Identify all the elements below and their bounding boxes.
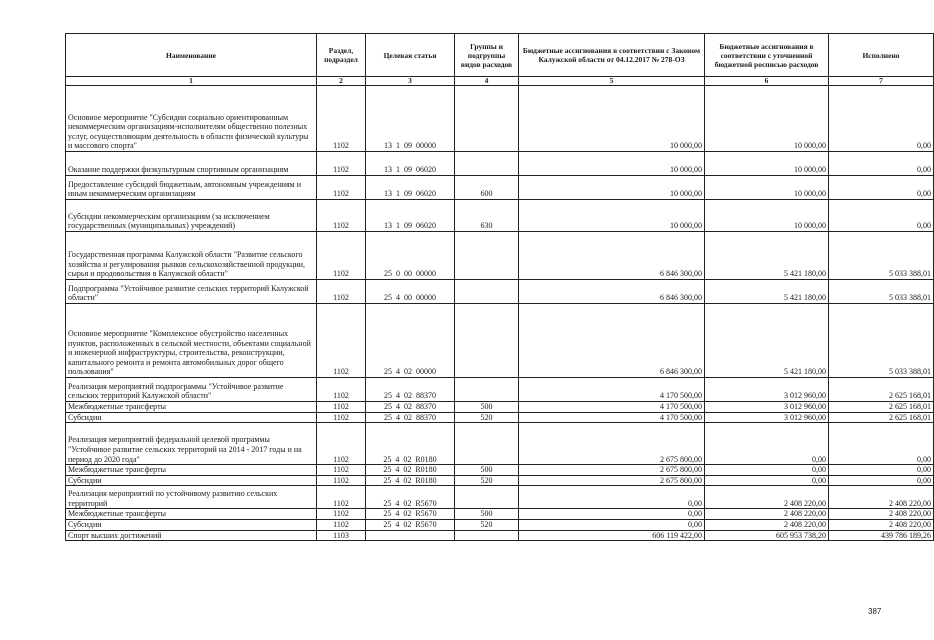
row-revised-amount: 0,00 — [705, 465, 829, 476]
row-law-amount: 2 675 800,00 — [519, 465, 705, 476]
row-revised-amount: 5 421 180,00 — [705, 304, 829, 378]
row-law-amount: 0,00 — [519, 486, 705, 509]
table-row — [66, 519, 934, 530]
table-row — [66, 475, 934, 486]
row-group: 520 — [455, 475, 519, 486]
row-section: 1102 — [317, 176, 366, 200]
row-name: Субсидии — [66, 475, 317, 486]
table-row — [66, 486, 934, 509]
table-row — [66, 176, 934, 200]
row-name: Реализация мероприятий по устойчивому развитию сельских территорий — [66, 486, 317, 509]
row-section: 1102 — [317, 86, 366, 152]
row-executed-amount: 0,00 — [829, 152, 934, 176]
row-revised-amount: 2 408 220,00 — [705, 519, 829, 530]
row-section: 1102 — [317, 465, 366, 476]
table-row — [66, 465, 934, 476]
row-law-amount: 0,00 — [519, 509, 705, 520]
row-executed-amount: 0,00 — [829, 465, 934, 476]
column-number-row — [66, 77, 934, 86]
row-target: 13 1 09 00000 — [366, 86, 455, 152]
column-number: 2 — [317, 77, 366, 86]
column-number: 4 — [455, 77, 519, 86]
row-group — [455, 304, 519, 378]
row-executed-amount: 2 408 220,00 — [829, 519, 934, 530]
row-name: Межбюджетные трансферты — [66, 402, 317, 413]
row-section: 1102 — [317, 423, 366, 465]
row-law-amount: 6 846 300,00 — [519, 232, 705, 280]
row-target: 25 4 02 R5670 — [366, 509, 455, 520]
table-row — [66, 280, 934, 304]
row-group — [455, 280, 519, 304]
row-target: 25 4 02 88370 — [366, 412, 455, 423]
header-law: Бюджетные ассигнования в соответствии с Законом Калужской области от 04.12.2017 № 278-ОЗ — [519, 34, 705, 77]
row-executed-amount: 2 625 168,01 — [829, 378, 934, 402]
row-name: Межбюджетные трансферты — [66, 509, 317, 520]
row-group: 600 — [455, 176, 519, 200]
row-section: 1102 — [317, 519, 366, 530]
row-group — [455, 423, 519, 465]
row-executed-amount: 0,00 — [829, 200, 934, 232]
row-group: 520 — [455, 519, 519, 530]
row-group: 630 — [455, 200, 519, 232]
row-group — [455, 530, 519, 541]
row-group: 500 — [455, 402, 519, 413]
row-law-amount: 2 675 800,00 — [519, 475, 705, 486]
row-name: Реализация мероприятий федеральной целевой программы "Устойчивое развитие сельских территорий на 2014 - 2017 годы и на период до 2020 года" — [66, 423, 317, 465]
row-law-amount: 4 170 500,00 — [519, 402, 705, 413]
row-section: 1102 — [317, 280, 366, 304]
row-section: 1102 — [317, 412, 366, 423]
row-executed-amount: 2 625 168,01 — [829, 402, 934, 413]
header-name: Наименование — [66, 34, 317, 77]
row-name: Межбюджетные трансферты — [66, 465, 317, 476]
row-revised-amount: 5 421 180,00 — [705, 232, 829, 280]
row-target: 25 0 00 00000 — [366, 232, 455, 280]
row-law-amount: 606 119 422,00 — [519, 530, 705, 541]
row-name: Подпрограмма "Устойчивое развитие сельских территорий Калужской области" — [66, 280, 317, 304]
column-number: 3 — [366, 77, 455, 86]
row-name: Основное мероприятие "Комплексное обустройство населенных пунктов, расположенных в сельской местности, объектами социальной и инженерной инфраструктуры, строительства, реконструкции, капитального ремонта и ремонта автомобильных дорог общего пользования" — [66, 304, 317, 378]
row-executed-amount: 439 786 189,26 — [829, 530, 934, 541]
row-executed-amount: 0,00 — [829, 423, 934, 465]
row-revised-amount: 10 000,00 — [705, 176, 829, 200]
row-revised-amount: 10 000,00 — [705, 86, 829, 152]
row-group: 500 — [455, 509, 519, 520]
row-law-amount: 4 170 500,00 — [519, 412, 705, 423]
row-executed-amount: 5 033 388,01 — [829, 232, 934, 280]
row-law-amount: 2 675 800,00 — [519, 423, 705, 465]
row-name: Государственная программа Калужской области "Развитие сельского хозяйства и регулирования рынков сельскохозяйственной продукции, сырья и продовольствия в Калужской области" — [66, 232, 317, 280]
row-name: Спорт высших достижений — [66, 530, 317, 541]
row-name: Субсидии — [66, 519, 317, 530]
header-section: Раздел, подраздел — [317, 34, 366, 77]
table-row — [66, 412, 934, 423]
row-name: Субсидии некоммерческим организациям (за исключением государственных (муниципальных) учреждений) — [66, 200, 317, 232]
table-row — [66, 86, 934, 152]
header-revised: Бюджетные ассигнования в соответствии с уточненной бюджетной росписью расходов — [705, 34, 829, 77]
row-revised-amount: 0,00 — [705, 423, 829, 465]
row-target: 25 4 02 88370 — [366, 378, 455, 402]
table-row — [66, 200, 934, 232]
row-name: Субсидии — [66, 412, 317, 423]
row-target: 25 4 02 R0180 — [366, 423, 455, 465]
row-law-amount: 6 846 300,00 — [519, 304, 705, 378]
row-group — [455, 86, 519, 152]
header-executed: Исполнено — [829, 34, 934, 77]
row-law-amount: 0,00 — [519, 519, 705, 530]
row-revised-amount: 3 012 960,00 — [705, 378, 829, 402]
row-group — [455, 152, 519, 176]
table-row — [66, 530, 934, 541]
row-revised-amount: 2 408 220,00 — [705, 509, 829, 520]
row-target: 25 4 02 R5670 — [366, 486, 455, 509]
column-number: 6 — [705, 77, 829, 86]
row-section: 1102 — [317, 486, 366, 509]
row-target: 25 4 02 R5670 — [366, 519, 455, 530]
row-group: 520 — [455, 412, 519, 423]
table-row — [66, 232, 934, 280]
row-executed-amount: 0,00 — [829, 86, 934, 152]
row-revised-amount: 0,00 — [705, 475, 829, 486]
row-law-amount: 4 170 500,00 — [519, 378, 705, 402]
row-revised-amount: 3 012 960,00 — [705, 402, 829, 413]
column-number: 7 — [829, 77, 934, 86]
header-group: Группы и подгруппы видов расходов — [455, 34, 519, 77]
row-section: 1102 — [317, 402, 366, 413]
row-executed-amount: 0,00 — [829, 176, 934, 200]
column-number: 5 — [519, 77, 705, 86]
row-law-amount: 10 000,00 — [519, 152, 705, 176]
row-revised-amount: 10 000,00 — [705, 200, 829, 232]
row-revised-amount: 10 000,00 — [705, 152, 829, 176]
row-group — [455, 378, 519, 402]
row-group: 500 — [455, 465, 519, 476]
row-target: 25 4 02 88370 — [366, 402, 455, 413]
row-name: Реализация мероприятий подпрограммы "Устойчивое развитие сельских территорий Калужской области" — [66, 378, 317, 402]
row-revised-amount: 2 408 220,00 — [705, 486, 829, 509]
row-name: Основное мероприятие "Субсидии социально ориентированным некоммерческим организациям-исполнителям общественно полезных услуг, осуществляющим деятельность в области физической культуры и массового спорта" — [66, 86, 317, 152]
row-name: Оказание поддержки физкультурным спортивным организациям — [66, 152, 317, 176]
row-executed-amount: 2 625 168,01 — [829, 412, 934, 423]
page-number: 387 — [868, 607, 882, 616]
row-name: Предоставление субсидий бюджетным, автономным учреждениям и иным некоммерческим организациям — [66, 176, 317, 200]
row-section: 1102 — [317, 378, 366, 402]
row-law-amount: 10 000,00 — [519, 86, 705, 152]
row-section: 1102 — [317, 152, 366, 176]
table-row — [66, 402, 934, 413]
row-target: 25 4 02 R0180 — [366, 465, 455, 476]
row-group — [455, 232, 519, 280]
table-body — [66, 86, 934, 541]
row-target: 25 4 02 R0180 — [366, 475, 455, 486]
column-number: 1 — [66, 77, 317, 86]
header-row — [66, 34, 934, 77]
header-target: Целевая статья — [366, 34, 455, 77]
row-section: 1102 — [317, 304, 366, 378]
table-row — [66, 304, 934, 378]
row-revised-amount: 3 012 960,00 — [705, 412, 829, 423]
table-row — [66, 509, 934, 520]
row-section: 1102 — [317, 232, 366, 280]
row-law-amount: 6 846 300,00 — [519, 280, 705, 304]
row-revised-amount: 5 421 180,00 — [705, 280, 829, 304]
budget-table — [65, 33, 934, 541]
row-section: 1102 — [317, 200, 366, 232]
row-target — [366, 530, 455, 541]
row-section: 1102 — [317, 509, 366, 520]
row-executed-amount: 5 033 388,01 — [829, 304, 934, 378]
row-target: 25 4 02 00000 — [366, 304, 455, 378]
row-section: 1102 — [317, 475, 366, 486]
table-row — [66, 152, 934, 176]
row-target: 13 1 09 06020 — [366, 200, 455, 232]
row-group — [455, 486, 519, 509]
row-executed-amount: 0,00 — [829, 475, 934, 486]
row-revised-amount: 605 953 738,20 — [705, 530, 829, 541]
row-law-amount: 10 000,00 — [519, 200, 705, 232]
row-executed-amount: 2 408 220,00 — [829, 509, 934, 520]
row-target: 13 1 09 06020 — [366, 152, 455, 176]
row-target: 25 4 00 00000 — [366, 280, 455, 304]
table-row — [66, 378, 934, 402]
row-section: 1103 — [317, 530, 366, 541]
row-law-amount: 10 000,00 — [519, 176, 705, 200]
row-target: 13 1 09 06020 — [366, 176, 455, 200]
table-row — [66, 423, 934, 465]
row-executed-amount: 2 408 220,00 — [829, 486, 934, 509]
row-executed-amount: 5 033 388,01 — [829, 280, 934, 304]
